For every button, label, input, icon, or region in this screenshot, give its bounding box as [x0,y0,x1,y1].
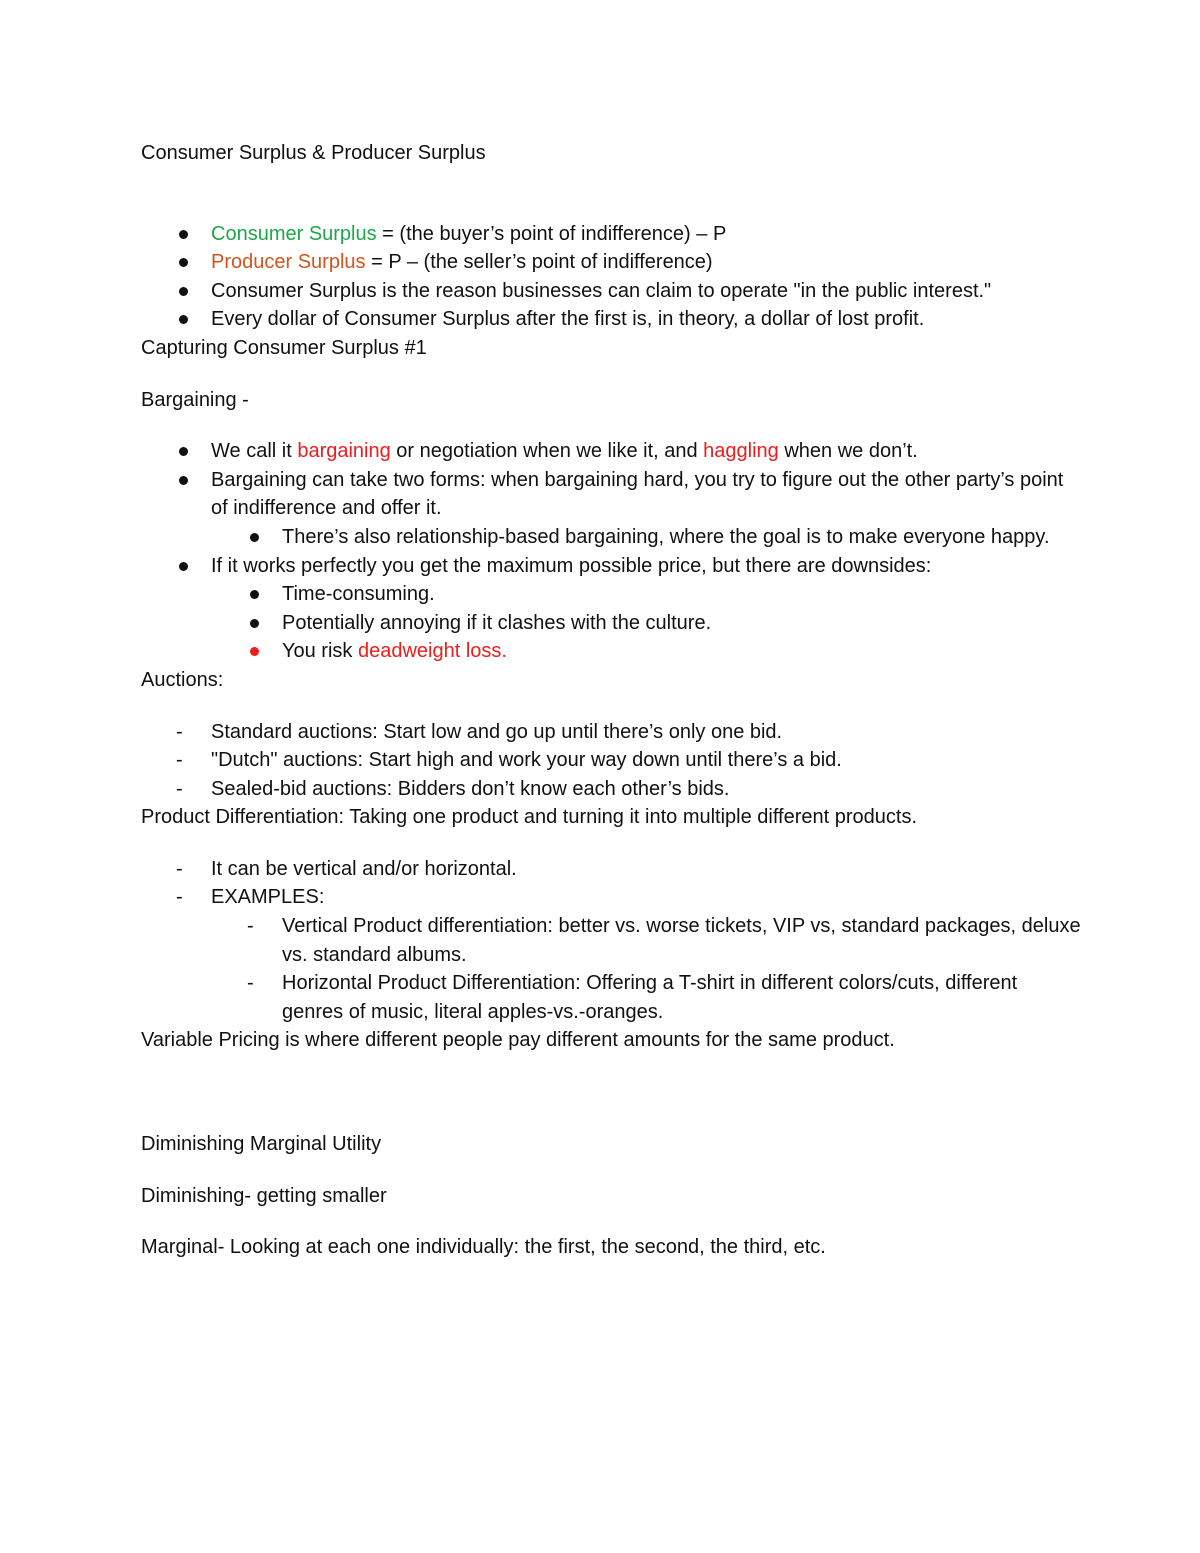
list-item-text: We call it [211,440,298,463]
list-item [141,466,1081,523]
list-item [141,305,1081,334]
document-title: Consumer Surplus & Producer Surplus [141,142,486,164]
variable-pricing-paragraph: Variable Pricing is where different people pay different amounts for the same product. [141,1029,895,1052]
list-item [141,552,1081,581]
list-item-text: "Dutch" auctions: Start high and work your way down until there’s a bid. [211,749,842,772]
sub-list-item [141,637,1081,666]
bullet-icon [179,287,188,296]
dash-marker: - [176,857,183,880]
dash-marker: - [247,972,254,995]
marginal-definition: Marginal- Looking at each one individually: the first, the second, the third, etc. [141,1236,826,1259]
list-item [141,883,1081,912]
list-item-text: Bargaining can take two forms: when bargaining hard, you try to figure out the other party’s point of indifference and offer it. [211,468,1064,520]
diminishing-definition: Diminishing- getting smaller [141,1184,387,1207]
dash-marker: - [176,886,183,909]
list-item [141,220,1081,249]
bullet-icon [250,590,259,599]
list-item [141,746,1081,775]
list-item-text: If it works perfectly you get the maximum possible price, but there are downsides: [211,554,932,577]
list-item-text: Consumer Surplus is the reason businesses can claim to operate "in the public interest." [211,279,992,302]
list-item-text: . [501,640,507,663]
list-item-text: There’s also relationship-based bargaining, where the goal is to make everyone happy. [282,525,1050,548]
dash-marker: - [247,915,254,938]
list-item [141,277,1081,306]
sub-list-item [141,523,1081,552]
list-item-text: Vertical Product differentiation: better vs. worse tickets, VIP vs, standard packages, deluxe vs. standard albums. [282,915,1081,966]
sub-list-item [141,912,1081,969]
dmu-heading: Diminishing Marginal Utility [141,1133,382,1156]
dash-marker: - [176,720,183,743]
list-item-text: You risk [282,640,358,663]
list-item-text: EXAMPLES: [211,886,325,909]
capturing-heading: Capturing Consumer Surplus #1 [141,336,427,359]
list-item-text: It can be vertical and/or horizontal. [211,857,517,880]
product-differentiation-heading: Product Differentiation: Taking one product and turning it into multiple different products. [141,806,918,829]
list-item [141,248,1081,277]
bullet-icon [179,258,188,267]
list-item-text: = (the buyer’s point of indifference) – P [376,222,727,245]
list-item [141,437,1081,466]
bullet-icon [179,315,188,324]
bullet-icon [250,533,259,542]
list-item-text: Every dollar of Consumer Surplus after the first is, in theory, a dollar of lost profit. [211,308,925,331]
product-differentiation-list [141,855,1081,1027]
consumer-surplus-term: Consumer Surplus [211,222,377,245]
haggling-term: haggling [703,440,779,463]
sub-list-item [141,609,1081,638]
list-item [141,775,1081,804]
sub-list-item [141,580,1081,609]
bullet-icon [250,619,259,628]
list-item [141,718,1081,747]
bullet-icon [179,476,188,485]
list-item-text: Horizontal Product Differentiation: Offering a T-shirt in different colors/cuts, different genres of music, literal apples-vs.-oranges. [282,972,1018,1023]
list-item-text: when we don’t. [778,440,918,463]
bargaining-term: bargaining [297,440,391,463]
list-item-text: Sealed-bid auctions: Bidders don’t know each other’s bids. [211,777,730,800]
document-body [141,139,1081,1262]
list-item-text: = P – (the seller’s point of indifference) [365,251,713,274]
bargaining-list [141,437,1081,666]
surplus-list [141,220,1081,334]
bullet-icon [179,230,188,239]
list-item-text: Potentially annoying if it clashes with the culture. [282,611,712,634]
red-bullet-icon [250,647,259,656]
sub-list-item [141,969,1081,1026]
producer-surplus-term: Producer Surplus [211,251,366,274]
list-item [141,855,1081,884]
list-item-text: Time-consuming. [282,583,435,606]
dash-marker: - [176,777,183,800]
bullet-icon [179,447,188,456]
dash-marker: - [176,749,183,772]
auctions-list [141,718,1081,804]
deadweight-loss-term: deadweight loss [357,640,502,663]
bullet-icon [179,562,188,571]
bargaining-heading: Bargaining - [141,388,249,411]
list-item-text: or negotiation when we like it, and [390,440,704,463]
list-item-text: Standard auctions: Start low and go up until there’s only one bid. [211,720,783,743]
auctions-heading: Auctions: [141,668,224,691]
